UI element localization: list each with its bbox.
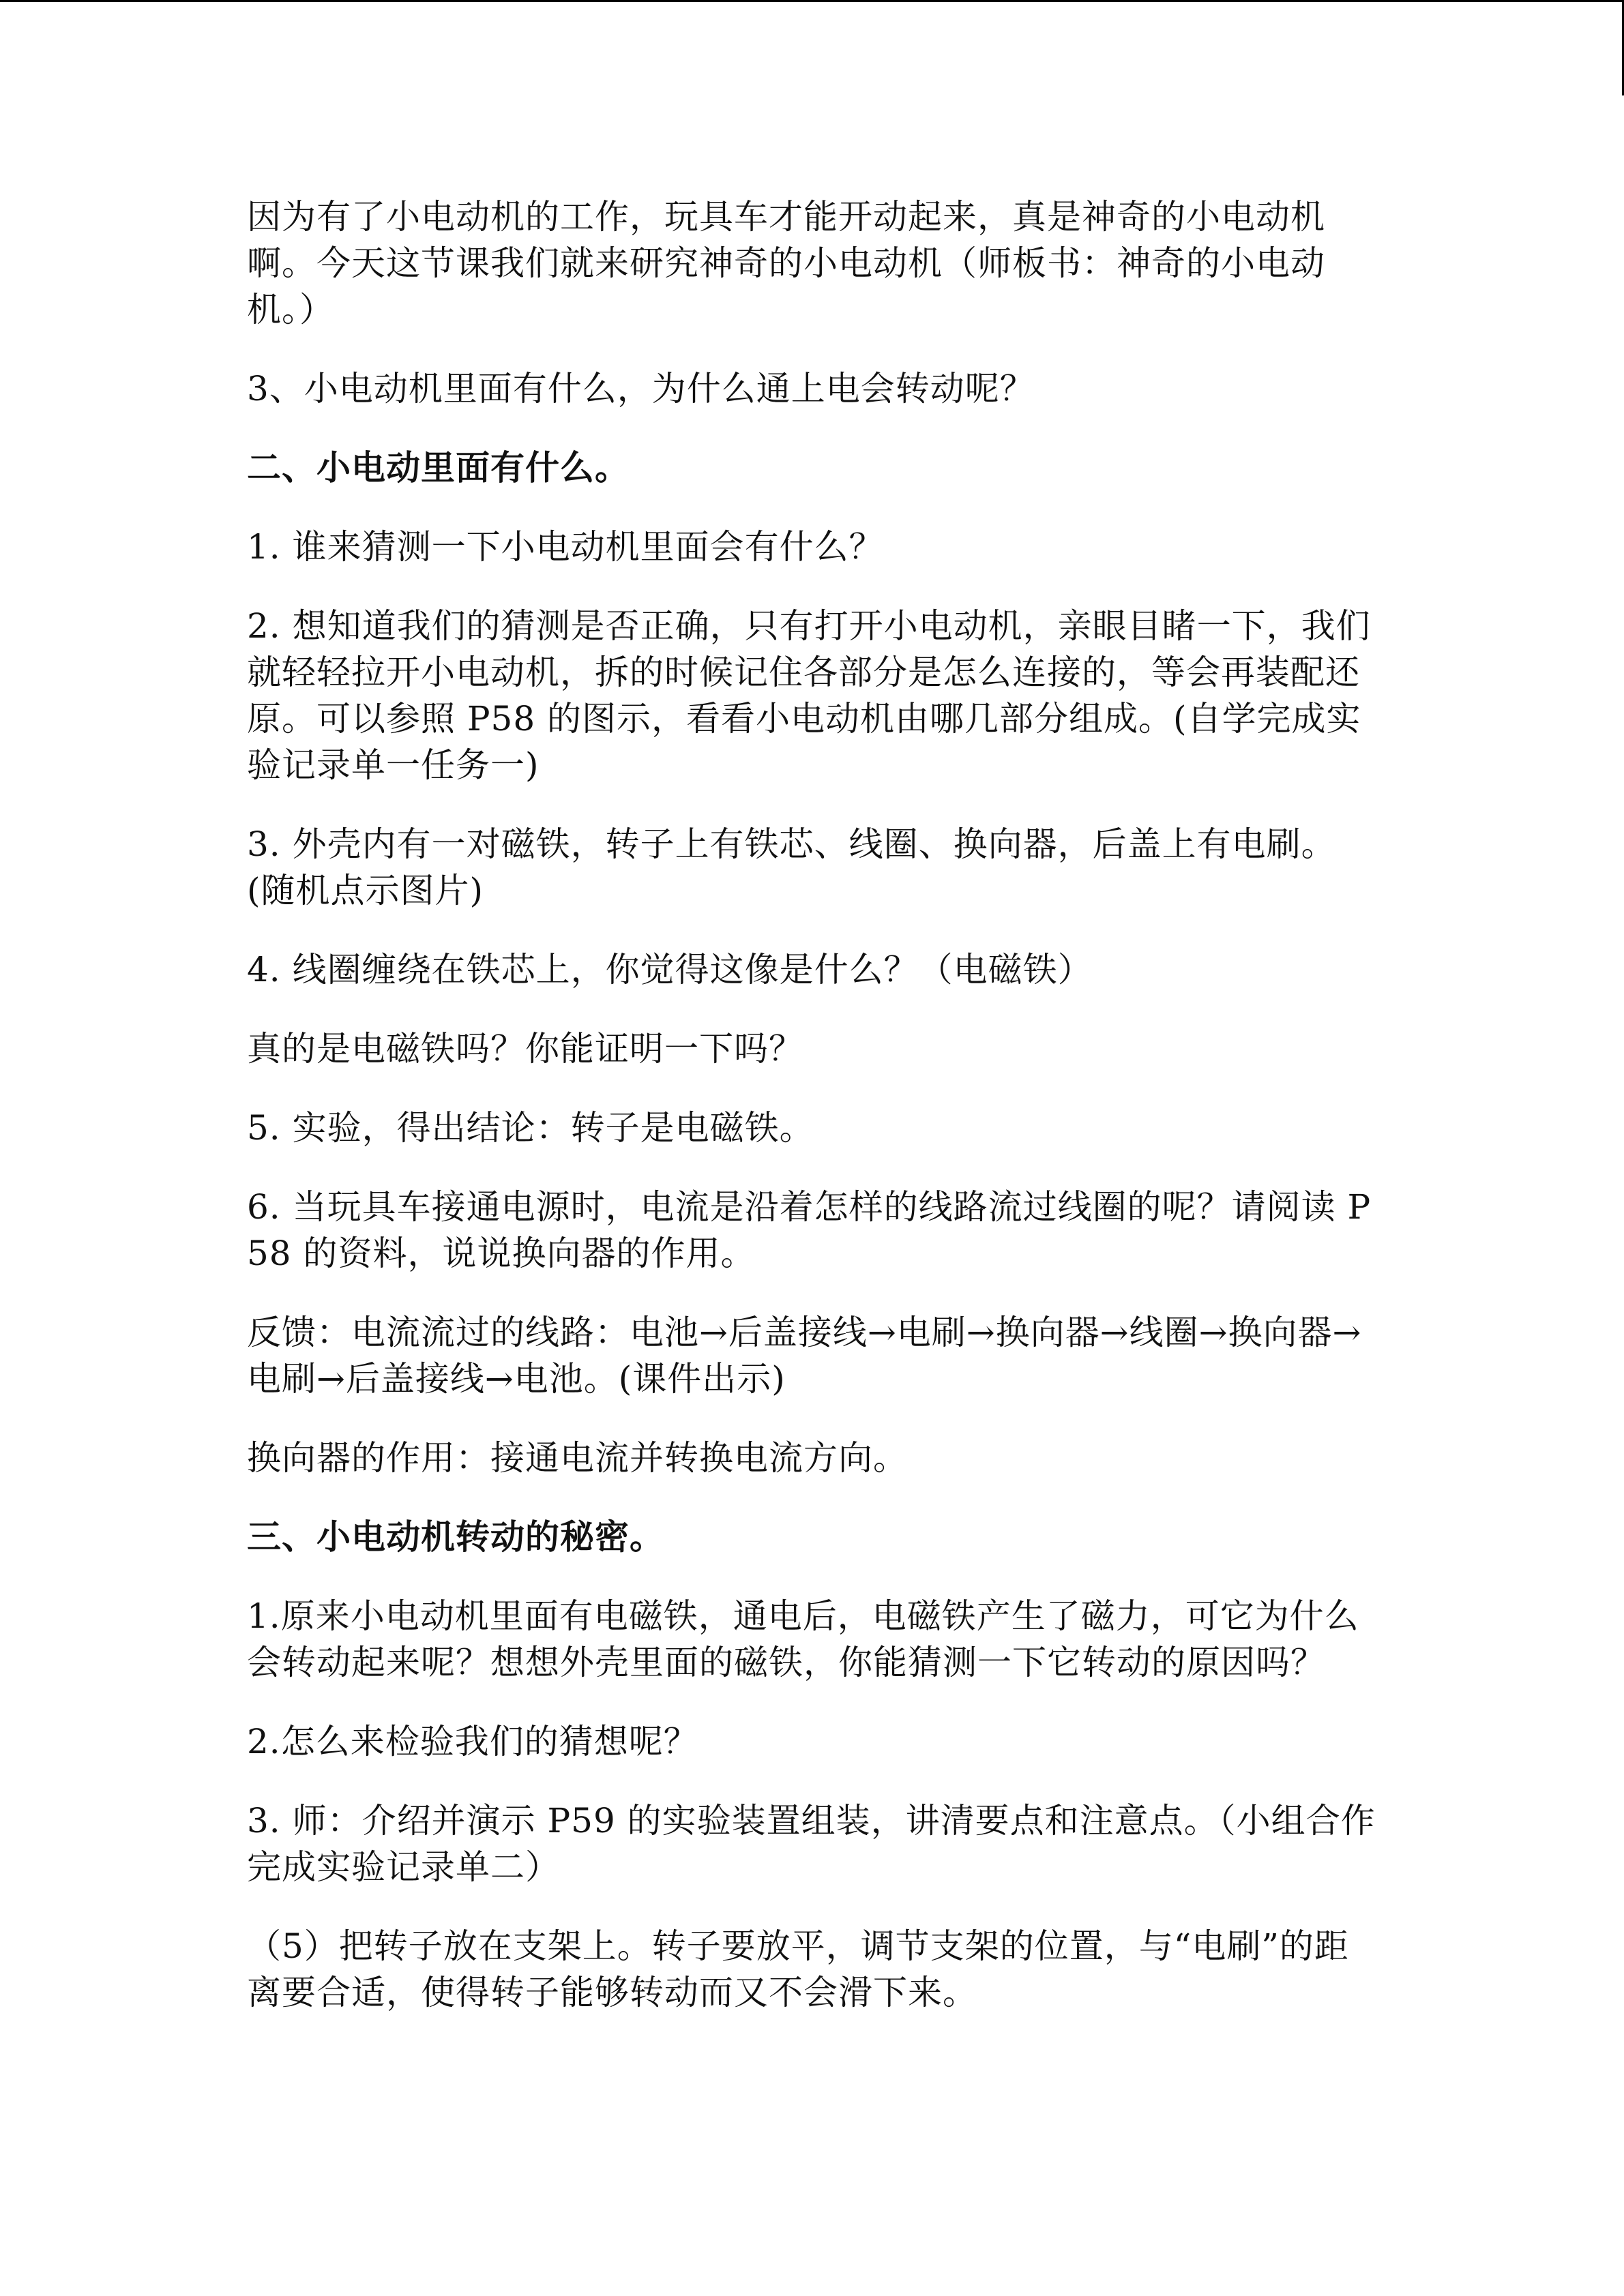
paragraph-question-3: 3、小电动机里面有什么，为什么通上电会转动呢？ [247,369,1035,408]
paragraph-step-6: 6. 当玩具车接通电源时，电流是沿着怎样的线路流过线圈的呢？请阅读 P58 的资料，说说换向器的作用。 [247,1187,1372,1273]
top-border-line [0,0,1624,2]
paragraph-feedback: 反馈：电流流过的线路：电池→后盖接线→电刷→换向器→线圈→换向器→电刷→后盖接线→电池。(课件出示) [247,1313,1362,1399]
paragraph-secret-3: 3. 师：介绍并演示 P59 的实验装置组装，讲清要点和注意点。（小组合作完成实验记录单二） [247,1801,1376,1887]
document-page [247,194,1379,2048]
paragraph-commutator-role: 换向器的作用：接通电流并转换电流方向。 [247,1438,908,1478]
section-heading-2: 二、小电动里面有什么。 [247,447,630,488]
paragraph-step-5: 5. 实验，得出结论：转子是电磁铁。 [247,1108,814,1148]
paragraph-step-3: 3. 外壳内有一对磁铁，转子上有铁芯、线圈、换向器，后盖上有电刷。(随机点示图片) [247,824,1336,910]
paragraph-secret-2: 2.怎么来检验我们的猜想呢？ [247,1722,698,1761]
paragraph-step-4: 4. 线圈缠绕在铁芯上，你觉得这像是什么？（电磁铁） [247,950,1093,989]
section-heading-3: 三、小电动机转动的秘密。 [247,1517,664,1557]
paragraph-step-1: 1. 谁来猜测一下小电动机里面会有什么？ [247,527,884,567]
paragraph-step-2: 2. 想知道我们的猜测是否正确，只有打开小电动机，亲眼目睹一下，我们就轻轻拉开小电动机，拆的时候记住各部分是怎么连接的，等会再装配还原。可以参照 P58 的图示，看看小电动机由哪几部分组成。(自学完成实验记录单一任务一) [247,606,1371,785]
paragraph-intro: 因为有了小电动机的工作，玩具车才能开动起来，真是神奇的小电动机啊。今天这节课我们就来研究神奇的小电动机（师板书：神奇的小电动机。） [247,197,1325,329]
paragraph-step-4-followup: 真的是电磁铁吗？你能证明一下吗？ [247,1029,803,1069]
paragraph-secret-5: （5）把转子放在支架上。转子要放平，调节支架的位置，与“电刷”的距离要合适，使得转子能够转动而又不会滑下来。 [247,1926,1349,2012]
paragraph-secret-1: 1.原来小电动机里面有电磁铁，通电后，电磁铁产生了磁力，可它为什么会转动起来呢？想想外壳里面的磁铁，你能猜测一下它转动的原因吗？ [247,1596,1359,1682]
